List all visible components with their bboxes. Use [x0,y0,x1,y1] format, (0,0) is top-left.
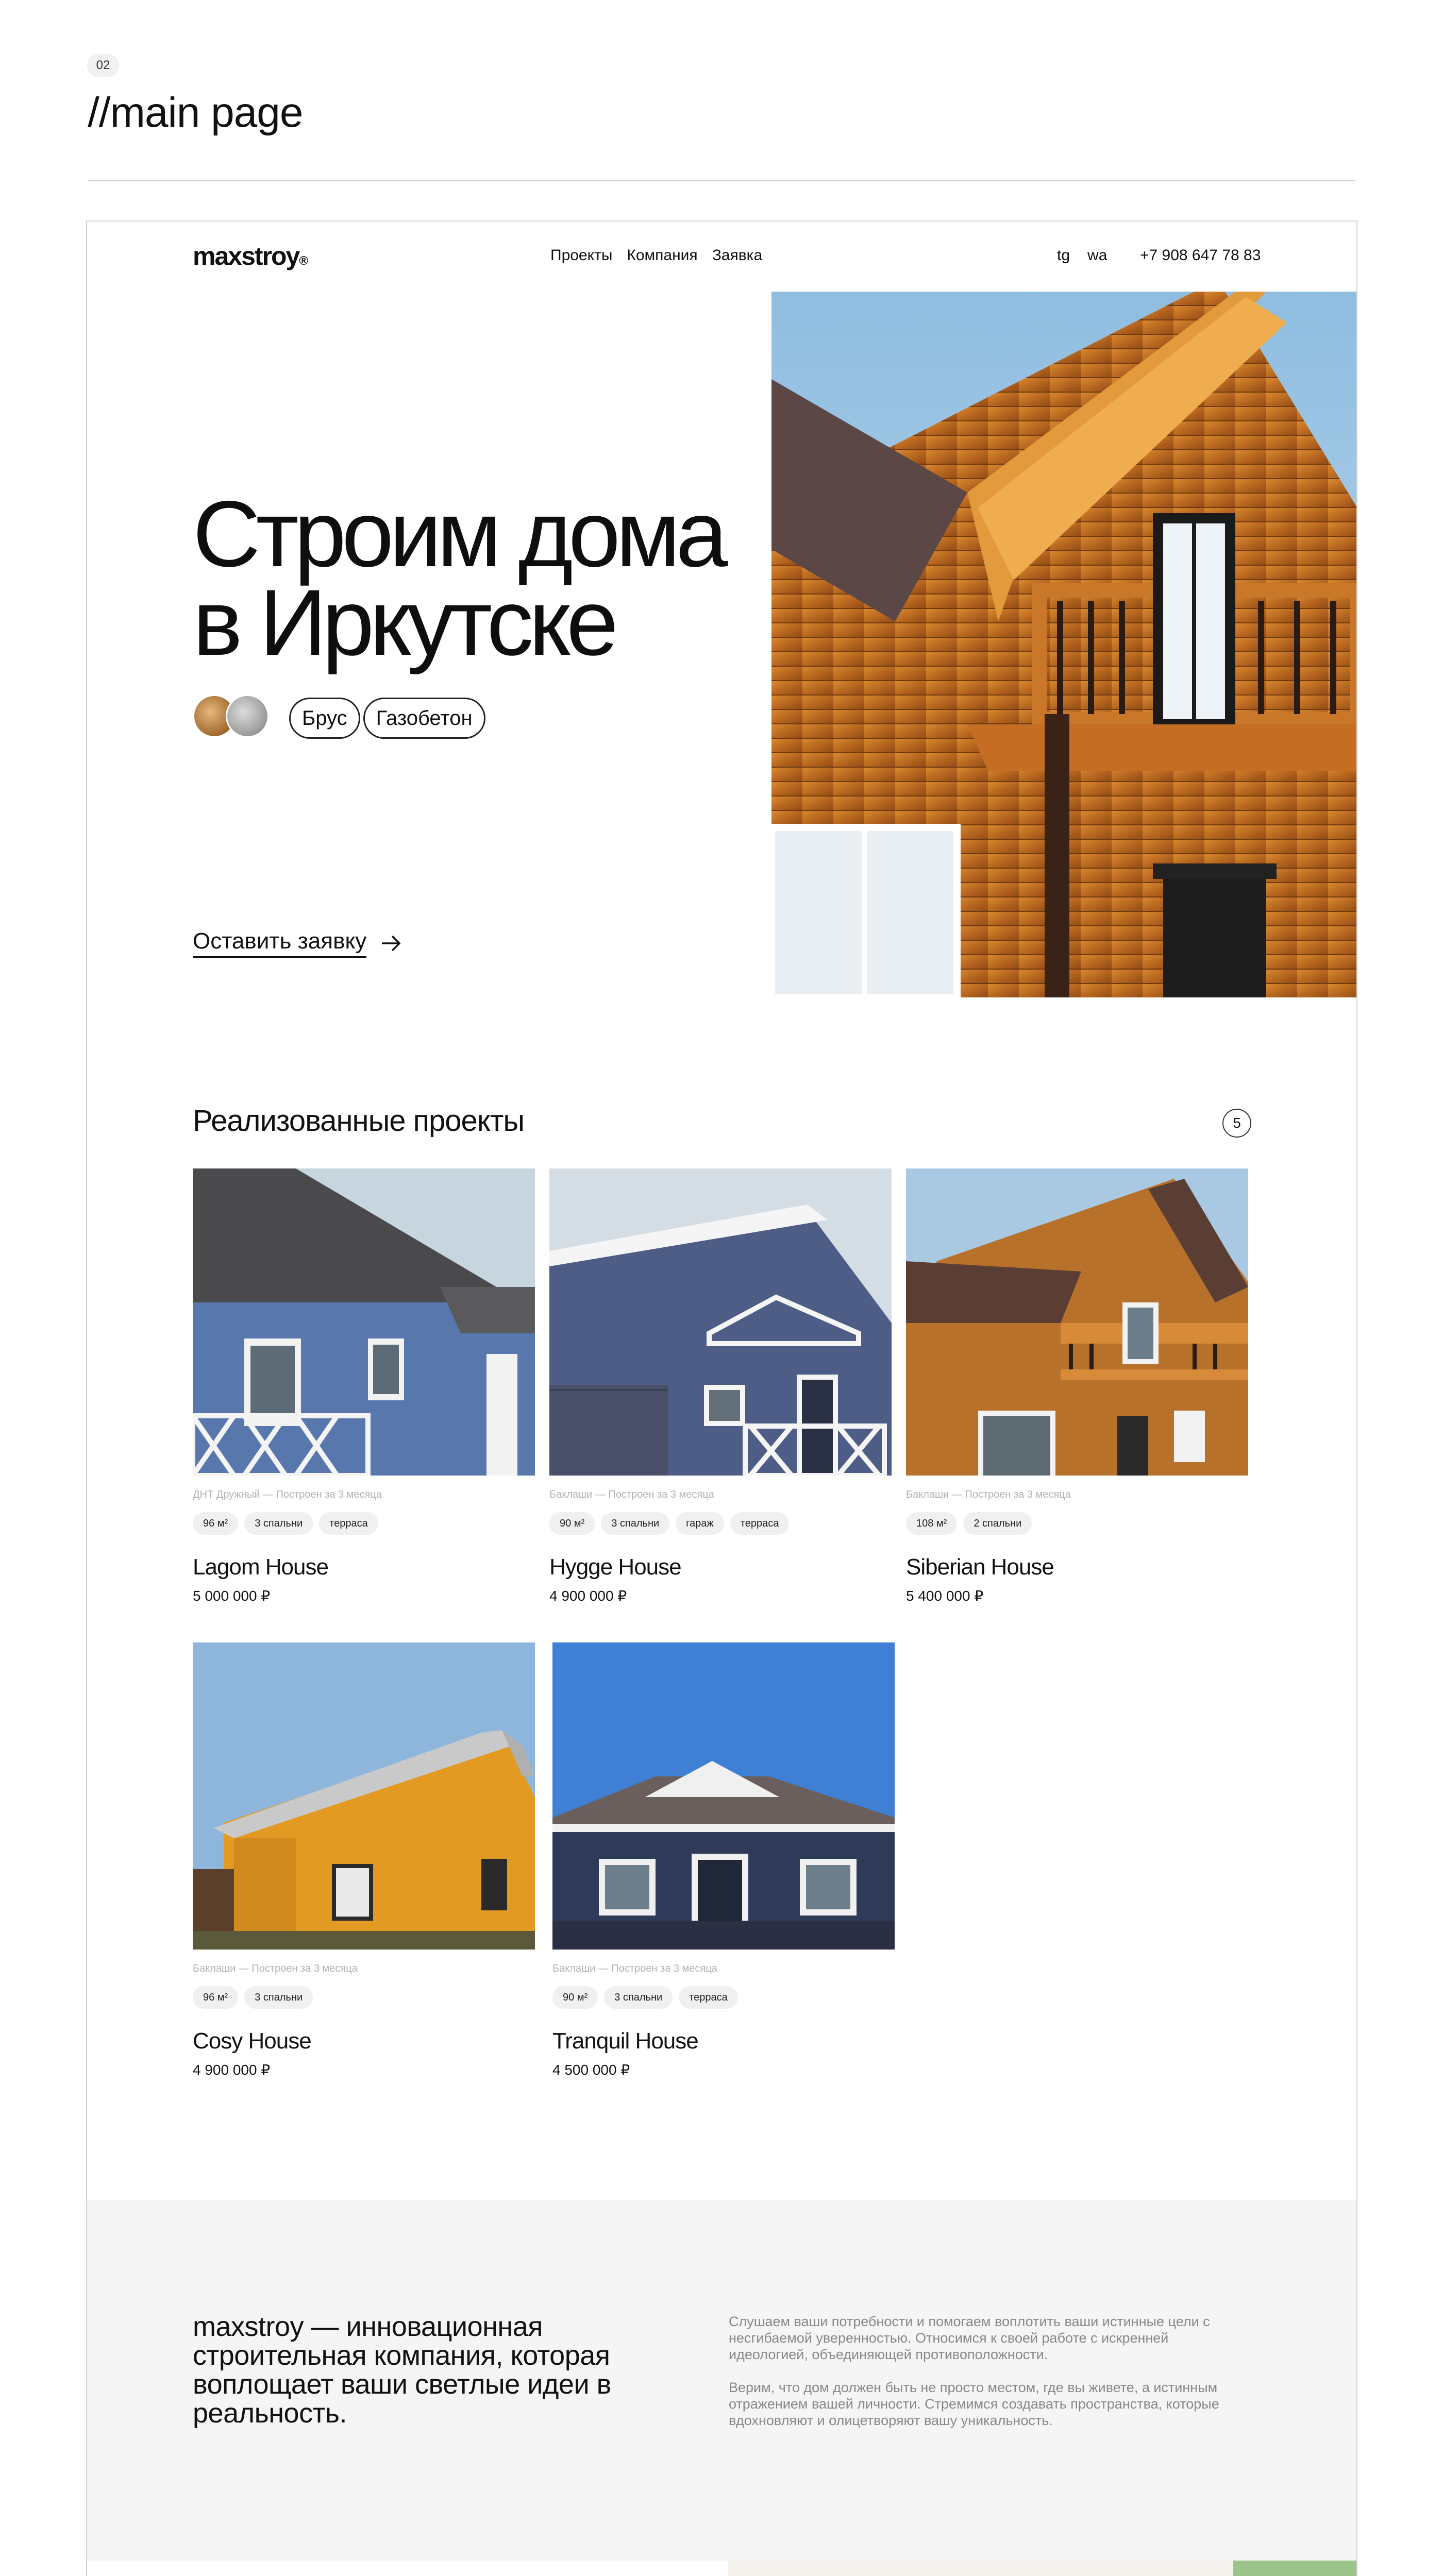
project-meta: Баклаши — Построен за 3 месяца [906,1489,1071,1500]
arrow-right-icon [381,934,401,953]
project-meta: Баклаши — Построен за 3 месяца [549,1489,714,1500]
chip-bedrooms: 2 спальни [963,1512,1032,1535]
project-price: 4 500 000 ₽ [552,2062,630,2078]
page-heading: //main page [88,89,303,136]
project-chips [906,1512,1248,1535]
project-image-tranquil [552,1642,895,1950]
projects-section-title: Реализованные проекты [193,1104,525,1138]
about-section [87,2200,1356,2561]
chip-feature: гараж [676,1512,724,1535]
concrete-material-thumb [226,694,269,738]
project-name[interactable]: Lagom House [193,1554,328,1580]
chip-bedrooms: 3 спальни [601,1512,669,1535]
project-image-cosy [193,1642,535,1950]
about-title: maxstroy — инновационная строительная компания, которая воплощает ваши светлые идеи в реальность. [193,2311,611,2429]
project-image-hygge [549,1168,892,1476]
project-price: 5 000 000 ₽ [193,1588,271,1604]
chip-area: 96 м² [193,1512,238,1535]
project-image-lagom [193,1168,535,1476]
project-meta: Баклаши — Построен за 3 месяца [193,1963,358,1974]
registered-mark: ® [299,254,309,268]
project-name[interactable]: Cosy House [193,2028,311,2054]
hero-cta-label: Оставить заявку [193,928,366,958]
hero-cta-button[interactable] [193,928,401,958]
project-card-hygge[interactable] [549,1168,892,1604]
chip-area: 108 м² [906,1512,957,1535]
material-thumbnails [193,694,270,738]
project-card-siberian[interactable] [906,1168,1248,1604]
material-tag-timber[interactable]: Брус [289,698,360,739]
project-name[interactable]: Siberian House [906,1554,1054,1580]
interior-image [728,2561,1356,2576]
chip-bedrooms: 3 спальни [604,1986,673,2009]
telegram-link[interactable]: tg [1057,247,1070,264]
chip-bedrooms: 3 спальни [244,1512,313,1535]
header-phone[interactable]: +7 908 647 78 83 [1140,247,1261,264]
header-nav [550,247,762,264]
project-chips [549,1512,892,1535]
projects-count-badge: 5 [1222,1109,1251,1138]
project-price: 4 900 000 ₽ [193,2062,271,2078]
nav-link-request[interactable]: Заявка [712,247,763,264]
about-paragraph-2: Верим, что дом должен быть не просто местом, где вы живете, а истинным отражением вашей личности. Стремимся создавать пространства, которые вдохновляют и олицетворяют вашу уникальность. [729,2380,1219,2428]
nav-link-projects[interactable]: Проекты [550,247,613,264]
divider [88,180,1355,181]
material-tag-aerated-concrete[interactable]: Газобетон [363,698,485,739]
nav-link-company[interactable]: Компания [627,247,698,264]
hero-house-image [771,292,1357,997]
project-chips [552,1986,895,2009]
project-card-lagom[interactable] [193,1168,535,1604]
project-card-cosy[interactable] [193,1642,535,2078]
whatsapp-link[interactable]: wa [1087,247,1108,264]
chip-area: 90 м² [549,1512,595,1535]
chip-area: 90 м² [552,1986,598,2009]
page-number-badge: 02 [87,54,119,77]
project-price: 4 900 000 ₽ [549,1588,627,1604]
project-card-tranquil[interactable] [552,1642,895,2078]
about-paragraph-1: Слушаем ваши потребности и помогаем воплотить ваши истинные цели с несгибаемой уверенностью. Относимся к своей работе с искренней идеологией, объединяющей противоположности. [729,2314,1210,2362]
project-name[interactable]: Tranquil House [552,2028,698,2054]
chip-feature: терраса [319,1512,378,1535]
chip-bedrooms: 3 спальни [244,1986,313,2009]
site-frame [86,221,1357,2576]
project-chips [193,1986,535,2009]
hero-title-line-1: Строим дома [193,481,724,586]
hero-title-line-2: в Иркутске [193,570,614,675]
chip-feature: терраса [679,1986,738,2009]
hero-title [193,481,724,675]
about-text [729,2313,1244,2429]
project-meta: Баклаши — Построен за 3 месяца [552,1963,717,1974]
header-social [1057,247,1107,264]
header-logo[interactable]: maxstroy® [193,242,309,270]
chip-area: 96 м² [193,1986,238,2009]
material-tags [289,698,485,739]
project-image-siberian [906,1168,1248,1476]
project-chips [193,1512,535,1535]
project-name[interactable]: Hygge House [549,1554,681,1580]
chip-feature: терраса [730,1512,790,1535]
project-price: 5 400 000 ₽ [906,1588,984,1604]
project-meta: ДНТ Дружный — Построен за 3 месяца [193,1489,382,1500]
